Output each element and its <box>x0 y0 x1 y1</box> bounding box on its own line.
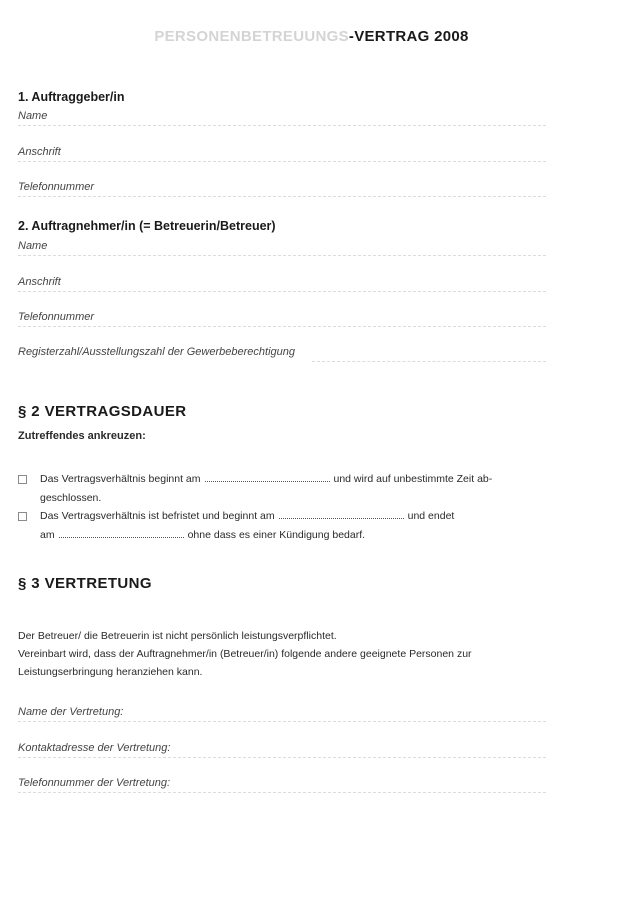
vertretung-telefon-input[interactable] <box>183 777 546 792</box>
field-underline <box>18 291 546 292</box>
vertragsdauer-heading: § 2 VERTRAGSDAUER <box>18 403 187 420</box>
auftragnehmer-anschrift-input[interactable] <box>78 276 546 291</box>
auftragnehmer-name-field[interactable] <box>18 240 546 260</box>
option-unbefristet-text <box>40 470 578 508</box>
option-befristet <box>18 507 578 547</box>
auftraggeber-name-input[interactable] <box>63 110 546 125</box>
auftragnehmer-name-input[interactable] <box>63 240 546 255</box>
document-title <box>0 28 623 45</box>
field-underline <box>312 361 546 362</box>
paragraph-line: Leistungserbringung heranziehen kann. <box>18 666 203 678</box>
field-label: Telefonnummer <box>18 181 95 193</box>
vertretung-kontaktadresse-field[interactable] <box>18 742 546 762</box>
vertretung-kontaktadresse-input[interactable] <box>183 742 546 757</box>
paragraph-line: Vereinbart wird, dass der Auftragnehmer/in (Betreuer/in) folgende andere geeignete Personen zur <box>18 648 472 660</box>
date-blank-beginn[interactable] <box>205 470 330 482</box>
field-label: Kontaktadresse der Vertretung: <box>18 742 171 754</box>
checkbox-befristet[interactable] <box>18 512 27 521</box>
paragraph-line: Der Betreuer/ die Betreuerin ist nicht persönlich leistungsverpflichtet. <box>18 630 337 642</box>
section-auftraggeber-heading: 1. Auftraggeber/in <box>18 90 125 104</box>
field-underline <box>18 125 546 126</box>
field-underline <box>18 792 546 793</box>
field-label: Name <box>18 110 48 122</box>
field-underline <box>18 757 546 758</box>
option-text: Das Vertragsverhältnis beginnt am <box>40 473 201 485</box>
field-label: Telefonnummer der Vertretung: <box>18 777 171 789</box>
field-underline <box>18 196 546 197</box>
option-befristet-text <box>40 507 578 545</box>
vertragsdauer-instruction: Zutreffendes ankreuzen: <box>18 430 146 442</box>
field-underline <box>18 721 546 722</box>
vertretung-telefon-field[interactable] <box>18 777 546 797</box>
field-underline <box>18 161 546 162</box>
date-blank-ende[interactable] <box>59 526 184 538</box>
checkbox-unbefristet[interactable] <box>18 475 27 484</box>
option-text: am <box>40 529 55 541</box>
field-label: Registerzahl/Ausstellungszahl der Gewerbeberechtigung <box>18 346 295 358</box>
auftraggeber-telefon-input[interactable] <box>108 181 546 196</box>
auftragnehmer-registerzahl-field[interactable] <box>18 346 546 366</box>
auftragnehmer-registerzahl-input[interactable] <box>318 346 546 361</box>
option-unbefristet <box>18 470 578 510</box>
option-text: und endet <box>407 510 455 522</box>
auftraggeber-name-field[interactable] <box>18 110 546 130</box>
auftragnehmer-telefon-field[interactable] <box>18 311 546 331</box>
option-text: Das Vertragsverhältnis ist befristet und beginnt am <box>40 510 275 522</box>
field-label: Telefonnummer <box>18 311 95 323</box>
option-text: geschlossen. <box>40 492 102 504</box>
auftragnehmer-anschrift-field[interactable] <box>18 276 546 296</box>
vertretung-paragraph <box>18 627 598 681</box>
document-title-strong: -VERTRAG 2008 <box>348 28 469 45</box>
field-label: Anschrift <box>18 276 61 288</box>
field-label: Name der Vertretung: <box>18 706 124 718</box>
field-underline <box>18 255 546 256</box>
auftraggeber-anschrift-input[interactable] <box>78 146 546 161</box>
field-label: Anschrift <box>18 146 61 158</box>
vertretung-name-field[interactable] <box>18 706 546 726</box>
vertretung-heading: § 3 VERTRETUNG <box>18 575 152 592</box>
auftraggeber-telefon-field[interactable] <box>18 181 546 201</box>
field-underline <box>18 326 546 327</box>
auftraggeber-anschrift-field[interactable] <box>18 146 546 166</box>
auftragnehmer-telefon-input[interactable] <box>108 311 546 326</box>
field-label: Name <box>18 240 48 252</box>
option-text: ohne dass es einer Kündigung bedarf. <box>187 529 366 541</box>
section-auftragnehmer-heading: 2. Auftragnehmer/in (= Betreuerin/Betreuer) <box>18 219 276 233</box>
vertretung-name-input[interactable] <box>138 706 546 721</box>
document-title-faded: PERSONENBETREUUNGS <box>154 28 349 45</box>
date-blank-beginn-befristet[interactable] <box>279 507 404 519</box>
option-text: und wird auf unbestimmte Zeit ab- <box>333 473 493 485</box>
